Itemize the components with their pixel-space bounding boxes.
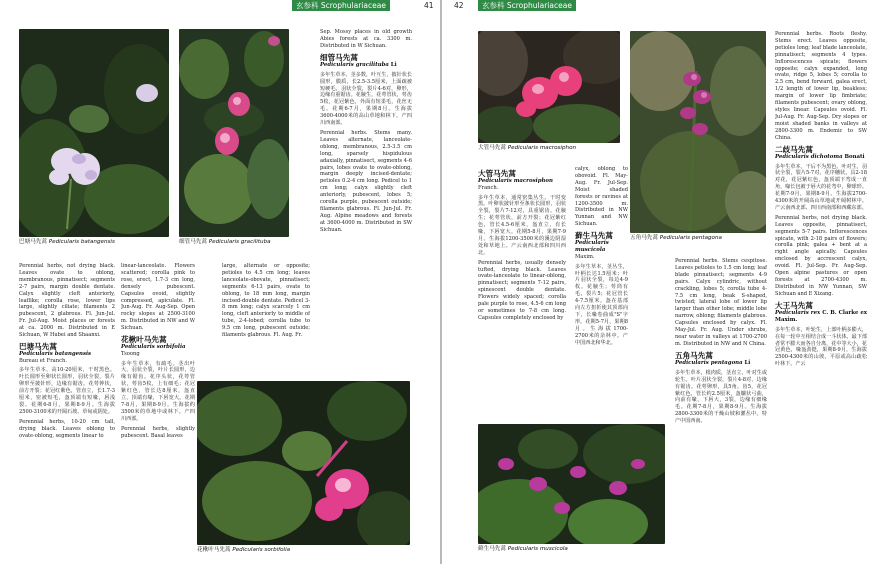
species-name-zh: 大王马先蒿 bbox=[775, 300, 813, 310]
right-col-3 bbox=[675, 258, 767, 558]
caption-gracilituba: 细管马先蒿 Pedicularis gracilituba bbox=[179, 239, 271, 245]
text-zh-paragraph: 多年生草本，有疏毛。茎出叶大，羽状全裂，叶片长圆形，边缘有锯齿。花序头状，花萼管状，萼齿5枚，上有细毛；花冠紫红色，管长达8厘米，盔直立，顶端有喙，下唇宽大。花期7-8月，果期8-9月。生海拔约3500米的草地中或林下。产四川西部。 bbox=[121, 360, 195, 422]
text-zh-paragraph: 多年生草本，根肉质，茎直立，叶对生或轮生。叶片羽状全裂，裂片4-8对，边缘有锯齿。花萼卵形，具5角，齿5，花冠紫红色，管长约2.5厘米，盔镰状弓曲，向前有喙，下唇大，3裂，边缘有细缘毛。花期7-8月，果期8-9月。生海拔2800-3300米的干燥山坡和灌丛中。特产中国西南。 bbox=[675, 369, 767, 425]
caption-muscicola: 藓生马先蒿 Pedicularis muscicola bbox=[478, 546, 568, 552]
page-number-right: 42 bbox=[454, 1, 464, 10]
photo-macrosiphon bbox=[478, 31, 620, 143]
text-zh-paragraph: 多年生草本，通常密集丛生。干时变黑。叶卵状披针形至条状长圆形，羽状全裂，裂片7-12对，具重锯齿。花腋生；花萼管状，前方开裂；花冠紫红色，管长4.5-6厘米，盔直立，有长喙，下唇宽大。花期5-8月，果期7-9月。生海拔1200-3500米的溪边阴湿处和草地上。产云南西北部和四川西北。 bbox=[478, 194, 566, 256]
right-col-4 bbox=[775, 31, 867, 559]
species-name-latin: Pedicularis gracilituba Li bbox=[320, 61, 397, 68]
text-en-paragraph: Perennial herbs, 10-20 cm tall, drying black. Leaves oblong to ovate-oblong, segments linear to bbox=[19, 418, 115, 439]
right-col-1 bbox=[478, 166, 566, 416]
text-zh-paragraph: 多年生草本，茎多数，叶互生，披针状长圆形，膜质，长2.5-3.5厘米，上面疏被短硬毛，羽状全裂，裂片4-6对，卵形，边缘有重锯齿。花腋生，花萼管状，萼齿5枚，花冠紫色，外面有短柔毛，花丝无毛。花期6-7月，果期8月。生海拔3600-4000米的高山草地和林下。产四川西南部。 bbox=[320, 71, 412, 127]
species-name-zh: 大管马先蒿 bbox=[478, 169, 516, 178]
text-en-paragraph: calyx, oblong to obovoid. Fl. May-Aug. Fr. Jul-Sep. Moist shaded forests or ravines at 1200-3500 m. Distributed in NW Yunnan and NW Sichuan. bbox=[575, 166, 628, 228]
text-en-paragraph: Perennial herbs, not drying black. Leaves ovate to oblong, membranous, pinnatisect; segments 2-7 pairs, margin double dentate. Calyx slightly cleft anteriorly, leaflike; corolla rose, lower lips large, slightly ciliate; filaments 2 pubescent, 2 glabrous. Fl. Jun-Jul. Fr. Jul-Aug. Moist places or forests at ca. 2000 m. Distributed in E Sichuan, W Hubei and Shaanxi. bbox=[19, 263, 115, 339]
species-authority: Franch. bbox=[478, 185, 499, 191]
text-en-paragraph: Perennial herbs. Stems cespitose. Leaves petioles to 1.5 cm long; leaf blade pinnatisect; segments 4-9 pairs. Calyx cylindric, without crackling, lobes 5; corolla tube 4-7.5 cm long, beak S-shaped, twisted; lateral lobe of lower lip larger than other lobe; middle lobe narrow, oblong; filaments glabrous. Capsules enclosed by calyx. Fl. May-Jul. Fr. Aug. Under shrubs, near water in valleys at 1700-2700 m. Distributed in NW and N China. bbox=[675, 258, 767, 347]
text-en-paragraph: large, alternate or opposite; petioles to 4.5 cm long; leaves lanceolate-obovate, pinnatisect; segments 6-13 pairs, ovate to oblong, to 18 mm long, margin incised-double dentate. Pedicel 3-8 mm long; calyx scarcely 1 cm long, cleft anteriorly to middle of tube, 2-4-lobed; corolla tube to 9.5 cm long, pubescent outside; filaments glabrous. Fl. Aug. Fr. bbox=[222, 263, 310, 339]
species-name-latin: Pedicularis batangensis bbox=[19, 350, 92, 357]
caption-sorbifolia: 花楸叶马先蒿 Pedicularis sorbifolia bbox=[197, 547, 291, 553]
left-col-3 bbox=[222, 263, 310, 375]
species-authority: Tsoong bbox=[121, 351, 140, 358]
page-number-left: 41 bbox=[424, 1, 434, 10]
photo-sorbifolia bbox=[197, 381, 410, 545]
text-en-paragraph: Perennial herbs. Stems many. Leaves alternate, lanceolate-oblong, membranous, 2.5-3.5 cm long, sparsely hispidulous adaxially, pinnatisect, segments 4-6 pairs, lobes ovate to ovate-oblong, margin deeply incised-dentate; petioles 0.2-4 cm long. Pedicel to 1 cm long; calyx slightly cleft anteriorly, pubescent, lobes 5; corolla purple, pubescent outside; filaments glabrous. Fl. Jun-Jul. Fr. Aug. Alpine meadows and forests at 3600-4000 m. Distributed in SW Sichuan. bbox=[320, 129, 412, 233]
text-zh-paragraph: 多年生草本，茎丛生，叶柄长达1.5厘米；叶片羽状全裂，每边4-9枚。花腋生；萼筒有毛，裂片5；花冠管长4-7.5厘米，盔在基部向左方扭折使其顶部向下，长喙卷曲成"S"字形。花期5-7月，果期8月。生海拔1700-2700米的杂林中。产中国西北和华北。 bbox=[575, 263, 628, 346]
species-name-zh: 二歧马先蒿 bbox=[775, 144, 813, 154]
text-en-paragraph: Perennial herbs, not drying black. Leaves opposite, pinnatisect, segments 5-7 pairs. Inflorescences spicate, with 2-18 pairs of flowers; corolla pink; galea + bent at a right angle apically. Capsules enclosed by accrescent calyx, ovoid. Fl. Jul-Sep. Fr. Aug-Sep. Open alpine pastures or open forests at 2700-4300 m. Distributed in NW Yunnan, SW Sichuan and E Xizang. bbox=[775, 214, 867, 297]
photo-muscicola bbox=[478, 424, 665, 544]
text-zh-paragraph: 多年生草本，叶轮生，上部叶柄多膨大，在每一轮中互相结合成一斗状体，最下部者常不膨大而各自分离，花中等大小，花冠黄色，喙盔劲挺，果期8-9月，生海拔2500-4300米的山坡，平原或高山疏松叶林下。产云 bbox=[775, 326, 867, 368]
text-zh-paragraph: 多年生草本，干后不为黑色。叶对生，羽状全裂，裂片5-7对，花序穗状，具2-18对花，花冠紫红色，盔顶端下弯成一直角，喙长包被于唇大的花弯中，卵球形。花期7-9月，果期8-9月。生海拔2700-4300米的开阔高山草地或开阔树林中。产云南西北部、四川西南部和西藏东部。 bbox=[775, 163, 867, 211]
right-col-2 bbox=[575, 166, 628, 416]
text-en-paragraph: Perennial herbs, slightly pubescent. Basal leaves bbox=[121, 425, 195, 439]
family-header-left: 玄参科 Scrophulariaceae bbox=[292, 0, 390, 11]
species-authority: Bureau et Franch. bbox=[19, 357, 67, 364]
text-en-paragraph: linear-lanceolate. Flowers scattered; corolla pink to rose, erect, 1.7-3 cm long, densely pubescent. Capsules ovoid, slightly compressed, apiculate. Fl. Jun-Aug. Fr. Aug-Sep. Open rocky slopes at 2500-3100 m. Distributed in NW and W Sichuan. bbox=[121, 263, 195, 332]
species-name-latin: Pedicularis rex C. B. Clarke ex Maxim. bbox=[775, 309, 867, 323]
text-en-paragraph: Perennial herbs, usually densely tufted, drying black. Leaves ovate-lanceolate to linear-oblong, pinnatisect; segments 7-12 pairs, spinescent double dentate. Flowers widely spaced; corolla pale purple to rose, 4.5-6 cm long or sometimes to 7-8 cm long. Capsules completely enclosed by bbox=[478, 259, 566, 321]
species-name-latin: Pedicularis macrosiphon bbox=[478, 178, 553, 184]
caption-macrosiphon: 大管马先蒿 Pedicularis macrosiphon bbox=[478, 145, 577, 151]
caption-batangensis: 巴塘马先蒿 Pedicularis batangensis bbox=[19, 239, 115, 245]
photo-pentagona bbox=[630, 31, 766, 233]
left-col-4 bbox=[320, 29, 412, 374]
species-name-latin: Pedicularis dichotoma Bonati bbox=[775, 153, 865, 160]
species-name-latin: Pedicularis pentagona Li bbox=[675, 359, 751, 366]
text-en-paragraph: Sep. Mossy places in old growth Abies forests at ca. 3300 m. Distributed in W Sichuan. bbox=[320, 29, 412, 49]
text-en-paragraph: Perennial herbs. Roots fleshy. Stems erect. Leaves opposite, petioles long; leaf blade lanceolate, pinnatisect; segments 4 types. Inflorescences spicate; flowers opposite; calyx expanded, long ovate, ridge 5, lobes 5; corolla to 2.5 cm, bend forward, galea erect, 1/2 length of lower lip, beakless; margin of lower lip fimbriate; filaments pubescent; ovary oblong, styles linear. Capsules ovoid. Fl. Jul-Aug. Fr. Aug-Sep. Dry slopes or moist shaded banks in valleys at 2800-3300 m. Endemic to SW China. bbox=[775, 31, 867, 141]
species-name-latin: Pedicularis sorbifolia bbox=[121, 344, 186, 351]
left-col-1 bbox=[19, 263, 115, 559]
text-zh-paragraph: 多年生草本，高10-20厘米，干时黑色。叶长圆形至卵状长圆形，羽状全裂，裂片卵形至披针形，边缘有锯齿。花萼钟状，前方开裂；花冠红紫色，管直立，长1.7-3厘米，密被短毛，盔顶端有短喙，唇浅裂。花期6-8月，果期8-9月。生海拔2500-3100米的开阔石坡、草甸或阴处。 bbox=[19, 367, 115, 415]
photo-gracilituba bbox=[179, 29, 289, 237]
species-name-zh: 巴塘马先蒿 bbox=[19, 341, 57, 351]
left-col-2 bbox=[121, 263, 195, 559]
caption-pentagona: 五角马先蒿 Pedicularis pentagona bbox=[630, 235, 722, 241]
species-name-zh: 藓生马先蒿 bbox=[575, 231, 613, 241]
species-name-zh: 细管马先蒿 bbox=[320, 52, 358, 62]
left-page bbox=[0, 0, 440, 564]
species-authority: Maxim. bbox=[575, 254, 595, 261]
species-name-latin: Pedicularis muscicola bbox=[575, 240, 609, 254]
family-header-right: 玄参科 Scrophulariaceae bbox=[478, 0, 576, 11]
right-page bbox=[442, 0, 884, 564]
species-name-zh: 花楸叶马先蒿 bbox=[121, 335, 167, 345]
species-name-zh: 五角马先蒿 bbox=[675, 350, 713, 360]
photo-batangensis bbox=[19, 29, 169, 237]
